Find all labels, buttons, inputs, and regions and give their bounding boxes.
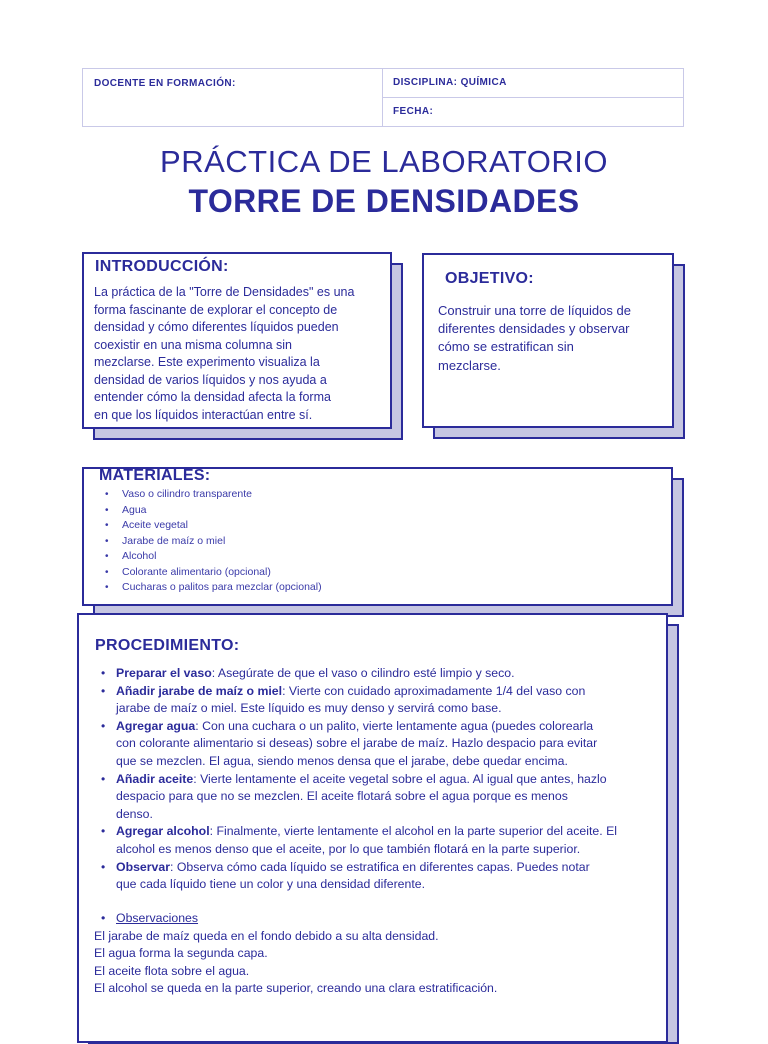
docente-cell	[83, 69, 383, 126]
disciplina-label: DISCIPLINA: QUÍMICA	[393, 77, 507, 88]
step-text: : Con una cuchara o un palito, vierte lentamente agua (puedes colorearla	[195, 718, 594, 733]
step-keyword: Agregar agua	[116, 718, 196, 733]
procedure-step	[100, 771, 660, 824]
step-text: : Vierte con cuidado aproximadamente 1/4 del vaso con	[282, 683, 586, 698]
objetivo-heading: OBJETIVO:	[445, 270, 534, 287]
observation-line: El agua forma la segunda capa.	[94, 946, 268, 961]
list-item: • Cucharas o palitos para mezclar (opcional)	[103, 580, 322, 596]
objetivo-line: mezclarse.	[438, 357, 501, 373]
list-item: • Jarabe de maíz o miel	[103, 534, 322, 550]
page-title-line1: PRÁCTICA DE LABORATORIO	[160, 144, 608, 179]
step-text: : Observa cómo cada líquido se estratifica en diferentes capas. Puedes notar	[170, 859, 590, 874]
observation-line: El alcohol se queda en la parte superior, creando una clara estratificación.	[94, 981, 498, 996]
objetivo-text	[438, 302, 631, 375]
observaciones-text	[94, 928, 497, 998]
intro-line: densidad de varios líquidos y nos ayuda a	[94, 372, 327, 387]
intro-line: mezclarse. Este experimento visualiza la	[94, 355, 320, 369]
procedure-step	[100, 683, 660, 718]
procedure-step	[100, 665, 660, 683]
fecha-label: FECHA:	[393, 106, 434, 117]
header-table	[82, 68, 684, 127]
list-item: • Alcohol	[103, 549, 322, 565]
step-text: que se mezclen. El agua, siendo menos densa que el jarabe, debe quedar encima.	[116, 753, 568, 768]
procedure-step	[100, 859, 660, 894]
intro-line: densidad y cómo diferentes líquidos pueden	[94, 320, 339, 334]
step-keyword: Añadir jarabe de maíz o miel	[116, 683, 283, 698]
intro-line: forma fascinante de explorar el concepto de	[94, 302, 338, 317]
step-keyword: Observar	[116, 859, 171, 874]
intro-line: en que los líquidos interactúan entre sí.	[94, 407, 313, 422]
procedure-step	[100, 823, 660, 858]
step-text: que cada líquido tiene un color y una densidad diferente.	[116, 877, 426, 892]
materiales-heading: MATERIALES:	[99, 467, 211, 484]
observation-line: El aceite flota sobre el agua.	[94, 963, 250, 978]
step-text: : Asegúrate de que el vaso o cilindro esté limpio y seco.	[211, 666, 515, 680]
objetivo-line: Construir una torre de líquidos de	[438, 303, 631, 318]
list-item: • Agua	[103, 503, 322, 519]
list-item: • Colorante alimentario (opcional)	[103, 565, 322, 581]
page-title-line2: TORRE DE DENSIDADES	[188, 183, 580, 219]
list-item: • Aceite vegetal	[103, 518, 322, 534]
objetivo-line: diferentes densidades y observar	[438, 321, 630, 337]
intro-line: La práctica de la "Torre de Densidades" es una	[94, 285, 355, 299]
intro-line: coexistir en una misma columna sin	[94, 337, 292, 352]
step-text: jarabe de maíz o miel. Este líquido es muy denso y servirá como base.	[116, 701, 502, 716]
intro-heading: INTRODUCCIÓN:	[95, 258, 229, 275]
observation-line: El jarabe de maíz queda en el fondo debido a su alta densidad.	[94, 929, 439, 943]
observaciones-heading: Observaciones	[116, 911, 199, 925]
step-text: : Vierte lentamente el aceite vegetal sobre el agua. Al igual que antes, hazlo	[193, 771, 607, 786]
docente-label: DOCENTE EN FORMACIÓN:	[94, 78, 236, 89]
step-text: denso.	[116, 806, 153, 821]
procedimiento-heading: PROCEDIMIENTO:	[95, 637, 240, 654]
objetivo-line: cómo se estratifican sin	[438, 339, 574, 355]
step-text: : Finalmente, vierte lentamente el alcohol en la parte superior del aceite. El	[209, 824, 618, 839]
observaciones-item	[100, 910, 198, 928]
intro-text	[94, 284, 354, 424]
step-text: con colorante alimentario si deseas) sobre el jarabe de maíz. Hazlo despacio para evitar	[116, 736, 598, 751]
disciplina-cell	[383, 69, 683, 98]
step-keyword: Agregar alcohol	[116, 824, 210, 839]
step-keyword: Preparar el vaso	[116, 666, 212, 680]
fecha-cell	[383, 98, 683, 126]
procedimiento-list	[100, 665, 660, 894]
step-text: despacio para que no se mezclen. El aceite flotará sobre el agua porque es menos	[116, 789, 568, 804]
list-item: • Vaso o cilindro transparente	[103, 487, 322, 503]
step-keyword: Añadir aceite	[116, 771, 194, 786]
step-text: alcohol es menos denso que el aceite, por lo que también flotará en la parte superior.	[116, 841, 581, 856]
intro-line: entender cómo la densidad afecta la forma	[94, 390, 331, 404]
materiales-list	[103, 487, 322, 596]
procedure-step	[100, 718, 660, 771]
